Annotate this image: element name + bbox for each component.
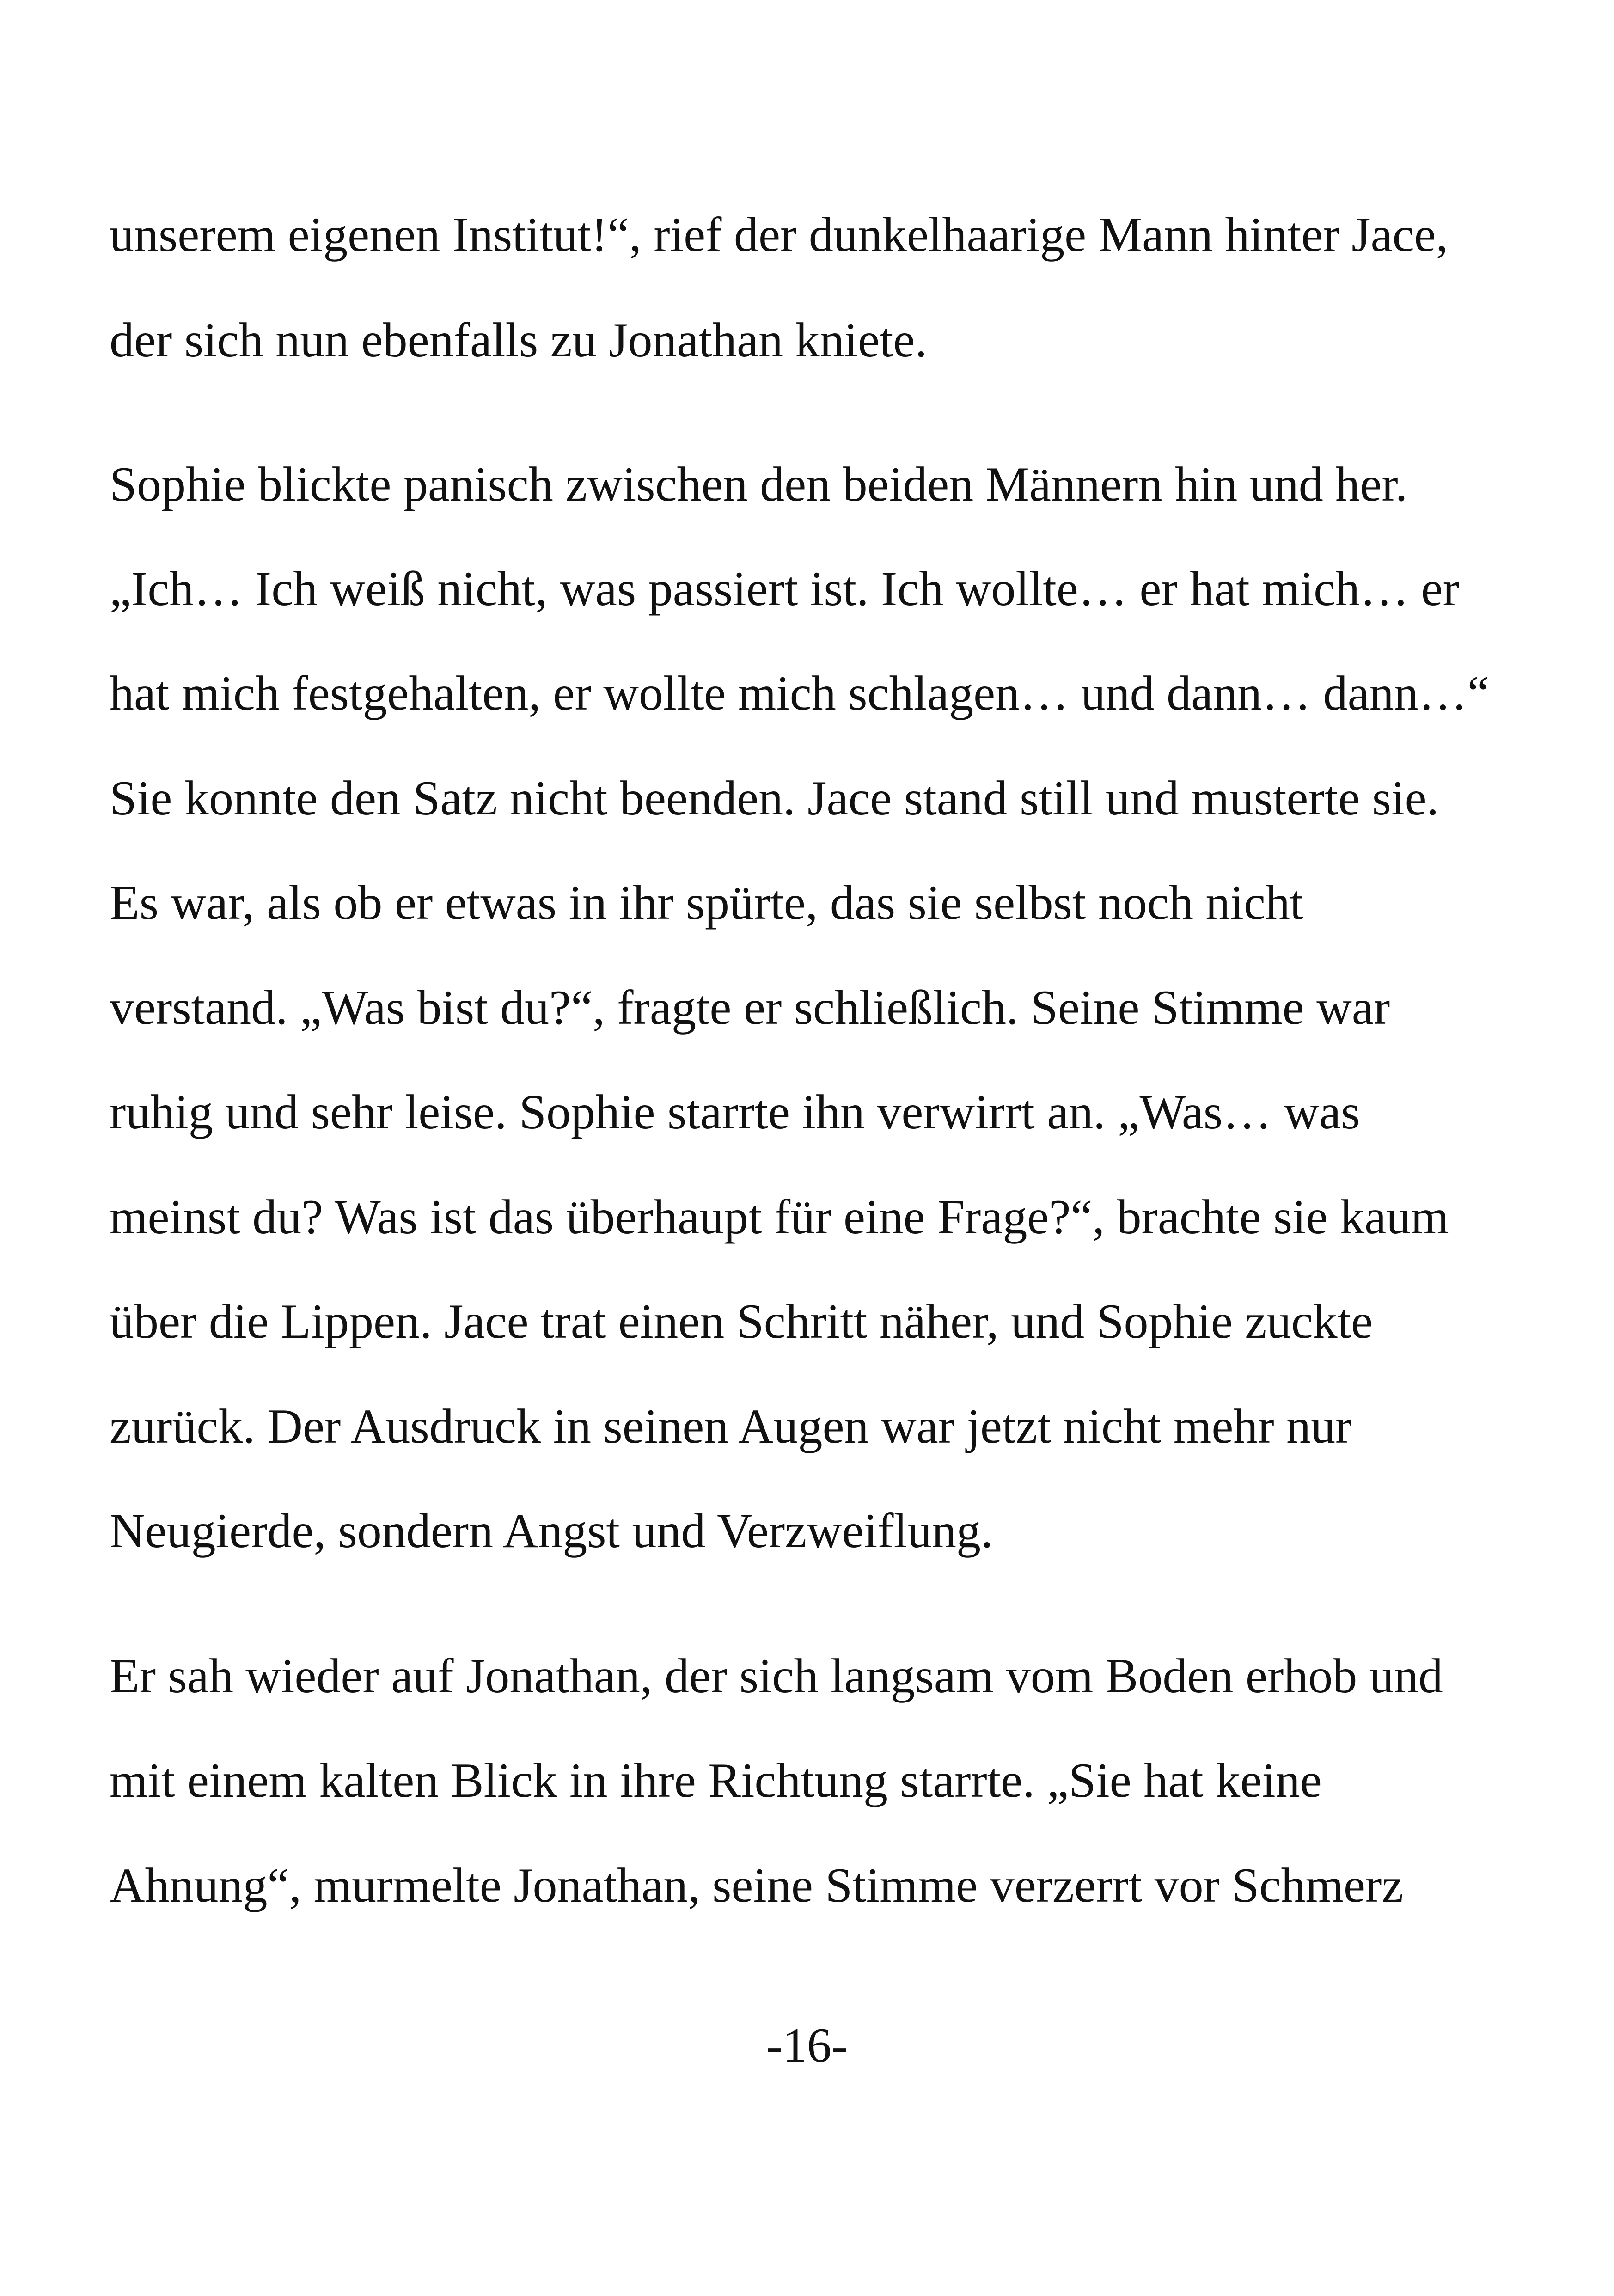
text-line: hat mich festgehalten, er wollte mich schlagen… und dann… dann…“	[110, 666, 1489, 720]
text-line: verstand. „Was bist du?“, fragte er schließlich. Seine Stimme war	[110, 980, 1390, 1035]
text-line: Sophie blickte panisch zwischen den beiden Männern hin und her.	[110, 457, 1408, 511]
text-line: Ahnung“, murmelte Jonathan, seine Stimme verzerrt vor Schmerz	[110, 1858, 1404, 1912]
text-line: unserem eigenen Institut!“, rief der dunkelhaarige Mann hinter Jace,	[110, 208, 1449, 262]
text-line: zurück. Der Ausdruck in seinen Augen war jetzt nicht mehr nur	[110, 1399, 1352, 1453]
text-line: meinst du? Was ist das überhaupt für eine Frage?“, brachte sie kaum	[110, 1190, 1449, 1244]
text-line: mit einem kalten Blick in ihre Richtung starrte. „Sie hat keine	[110, 1753, 1322, 1807]
text-line: Es war, als ob er etwas in ihr spürte, das sie selbst noch nicht	[110, 876, 1304, 930]
text-line: der sich nun ebenfalls zu Jonathan kniete.	[110, 313, 928, 367]
text-line: Neugierde, sondern Angst und Verzweiflung.	[110, 1504, 993, 1558]
text-line: ruhig und sehr leise. Sophie starrte ihn verwirrt an. „Was… was	[110, 1085, 1360, 1139]
text-line: Er sah wieder auf Jonathan, der sich langsam vom Boden erhob und	[110, 1649, 1443, 1703]
page-number: -16-	[766, 2018, 848, 2072]
text-line: über die Lippen. Jace trat einen Schritt näher, und Sophie zuckte	[110, 1294, 1373, 1348]
text-line: „Ich… Ich weiß nicht, was passiert ist. Ich wollte… er hat mich… er	[110, 562, 1459, 616]
text-line: Sie konnte den Satz nicht beenden. Jace stand still und musterte sie.	[110, 771, 1439, 825]
